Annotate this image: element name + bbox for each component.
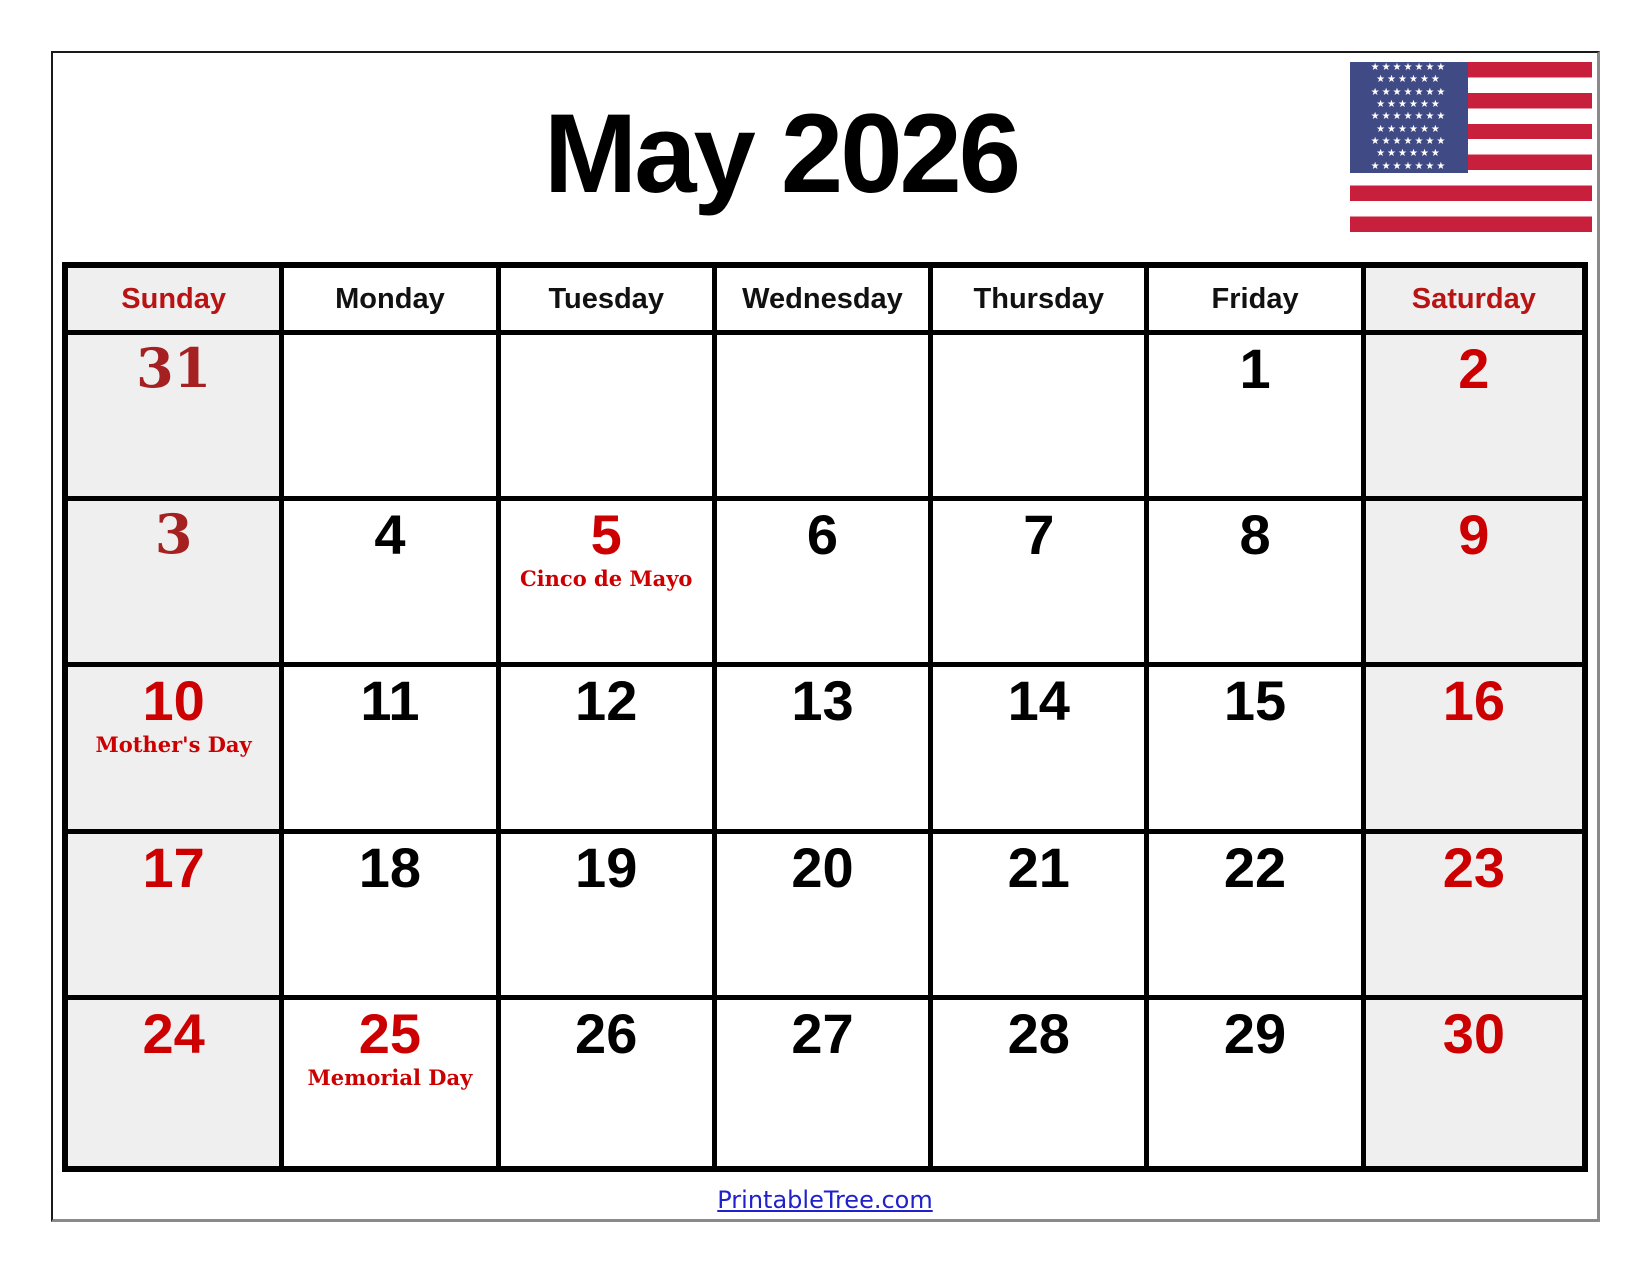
date-number: 9 — [1458, 503, 1490, 567]
calendar-grid — [62, 262, 1588, 1172]
date-number: 27 — [791, 1001, 854, 1065]
calendar-cell — [68, 335, 284, 501]
flag-stars-row: ★★★★★★ — [1376, 123, 1442, 135]
calendar-cell — [284, 834, 500, 1000]
calendar-cell — [717, 1000, 933, 1166]
day-header-label: Wednesday — [742, 282, 903, 315]
calendar-cell — [1149, 1000, 1365, 1166]
calendar-cell — [284, 667, 500, 833]
date-number: 21 — [1007, 835, 1070, 899]
flag-stars-row: ★★★★★★★ — [1370, 160, 1448, 172]
date-number: 10 — [142, 669, 205, 733]
calendar-cell — [717, 501, 933, 667]
date-number: 23 — [1442, 835, 1505, 899]
date-number: 1 — [1239, 337, 1271, 400]
date-number: 25 — [358, 1001, 422, 1065]
date-number: 2 — [1458, 337, 1490, 400]
date-number: 15 — [1223, 669, 1287, 733]
day-header-label: Sunday — [121, 282, 227, 315]
calendar-cell — [501, 834, 717, 1000]
date-number: 14 — [1007, 669, 1070, 733]
day-header-saturday — [1366, 268, 1582, 335]
day-header-monday — [284, 268, 500, 335]
flag-stars-row: ★★★★★★ — [1376, 148, 1442, 160]
page-title: May 2026 — [543, 91, 1019, 216]
calendar-cell — [501, 667, 717, 833]
calendar-cell — [284, 335, 500, 501]
calendar-cell — [933, 335, 1149, 501]
date-number: 24 — [142, 1001, 205, 1065]
calendar-cell — [933, 667, 1149, 833]
day-header-label: Friday — [1211, 282, 1299, 315]
date-number: 31 — [136, 336, 212, 400]
day-header-sunday — [68, 268, 284, 335]
date-number: 7 — [1023, 503, 1055, 567]
holiday-label: Mother's Day — [95, 732, 252, 758]
flag-stars-row: ★★★★★★★ — [1370, 86, 1448, 98]
calendar-cell — [933, 834, 1149, 1000]
calendar-cell — [1366, 1000, 1582, 1166]
flag-canton — [1350, 62, 1468, 173]
date-number: 5 — [590, 503, 622, 567]
footer-link[interactable]: PrintableTree.com — [717, 1186, 933, 1214]
day-header-label: Saturday — [1411, 282, 1536, 315]
date-number: 11 — [360, 669, 420, 733]
calendar-cell — [501, 335, 717, 501]
calendar-cell — [1149, 501, 1365, 667]
calendar-cell — [68, 1000, 284, 1166]
flag-stars-row: ★★★★★★★ — [1370, 111, 1448, 123]
date-number: 8 — [1239, 503, 1271, 567]
calendar-cell — [1149, 834, 1365, 1000]
flag-stars-row: ★★★★★★★ — [1370, 62, 1448, 74]
calendar-cell — [68, 834, 284, 1000]
day-header-wednesday — [717, 268, 933, 335]
us-flag-icon — [1350, 62, 1592, 232]
date-number: 28 — [1007, 1001, 1070, 1065]
calendar-cell — [1366, 335, 1582, 501]
date-number: 16 — [1442, 669, 1505, 733]
footer — [0, 1186, 1650, 1214]
date-number: 18 — [358, 835, 422, 899]
calendar-cell — [284, 1000, 500, 1166]
date-number: 3 — [154, 502, 193, 567]
date-number: 17 — [142, 835, 205, 899]
calendar-cell — [1366, 667, 1582, 833]
calendar-cell — [68, 667, 284, 833]
date-number: 26 — [575, 1001, 638, 1065]
calendar-cell — [717, 335, 933, 501]
day-header-label: Thursday — [973, 282, 1105, 315]
calendar-cell — [68, 501, 284, 667]
day-header-thursday — [933, 268, 1149, 335]
flag-stars-row: ★★★★★★ — [1376, 99, 1442, 111]
calendar-cell — [1366, 501, 1582, 667]
holiday-label: Cinco de Mayo — [519, 565, 693, 591]
date-number: 13 — [791, 669, 854, 733]
date-number: 20 — [791, 835, 854, 899]
date-number: 12 — [575, 669, 638, 733]
day-header-friday — [1149, 268, 1365, 335]
date-number: 6 — [806, 503, 839, 567]
day-header-label: Monday — [335, 282, 445, 315]
flag-stars-row: ★★★★★★★ — [1370, 135, 1448, 147]
date-number: 4 — [374, 503, 406, 567]
flag-stars-row: ★★★★★★ — [1376, 74, 1442, 86]
calendar-cell — [1149, 667, 1365, 833]
calendar-cell — [284, 501, 500, 667]
date-number: 19 — [575, 835, 638, 899]
calendar-cell — [717, 834, 933, 1000]
day-header-tuesday — [501, 268, 717, 335]
calendar-cell — [501, 1000, 717, 1166]
calendar-cell — [717, 667, 933, 833]
calendar-cell — [933, 501, 1149, 667]
date-number: 29 — [1223, 1001, 1287, 1065]
date-number: 22 — [1223, 835, 1287, 899]
day-header-label: Tuesday — [548, 282, 664, 315]
calendar-cell — [933, 1000, 1149, 1166]
calendar-cell — [501, 501, 717, 667]
date-number: 30 — [1442, 1001, 1505, 1065]
calendar-cell — [1366, 834, 1582, 1000]
holiday-label: Memorial Day — [307, 1064, 473, 1090]
calendar-cell — [1149, 335, 1365, 501]
